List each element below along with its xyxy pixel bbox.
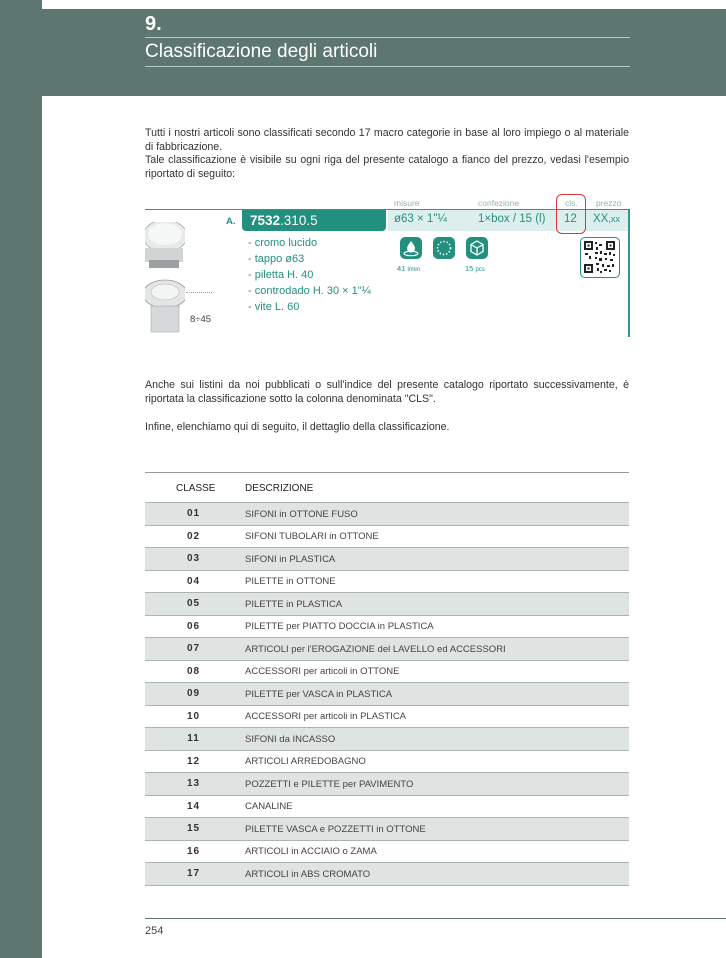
class-code: 05	[186, 598, 201, 609]
page-title: Classificazione degli articoli	[145, 41, 378, 62]
table-row	[145, 863, 629, 886]
prezzo-value	[593, 213, 620, 225]
table-row	[145, 571, 629, 594]
flow-label	[397, 264, 420, 273]
class-description: ACCESSORI per articoli in PLASTICA	[245, 711, 407, 722]
table-top-border	[145, 472, 629, 473]
class-description: ARTICOLI in ABS CROMATO	[245, 868, 371, 880]
prezzo-dec: ,xx	[608, 214, 620, 224]
class-description: ARTICOLI in ACCIAIO o ZAMA	[245, 846, 377, 857]
class-code: 06	[186, 620, 201, 632]
class-code: 13	[186, 778, 201, 789]
table-row	[145, 751, 629, 774]
product-code-main: 7532	[250, 213, 281, 228]
table-row	[145, 706, 629, 729]
class-description: ARTICOLI per l'EROGAZIONE del LAVELLO ed ACCESSORI	[245, 643, 506, 655]
product-code-rest: .310.5	[280, 213, 318, 228]
header-cls: cls.	[565, 198, 578, 208]
header-prezzo: prezzo	[596, 198, 622, 208]
intro-paragraph	[145, 127, 629, 181]
header-divider	[145, 66, 630, 67]
table-row	[145, 638, 629, 661]
table-row	[145, 503, 629, 526]
class-code: 11	[187, 733, 200, 744]
feature-item: - tappo ø63	[248, 253, 305, 265]
class-code: 09	[186, 688, 201, 699]
class-description: PILETTE in PLASTICA	[245, 598, 343, 610]
class-description: PILETTE per PIATTO DOCCIA in PLASTICA	[245, 621, 434, 632]
feature-item: - cromo lucido	[248, 237, 318, 249]
qr-code-icon[interactable]	[580, 237, 620, 278]
class-code: 15	[186, 823, 201, 834]
box-icon	[466, 237, 488, 259]
page-number: 254	[145, 925, 164, 937]
class-description: SIFONI in PLASTICA	[245, 553, 336, 565]
class-description: PILETTE per VASCA in PLASTICA	[245, 688, 393, 700]
notes-paragraph: Anche sui listini da noi pubblicati o sull'indice del presente catalogo riportato successivamente, è riportata la classificazione sotto la colonna denominata "CLS".	[145, 379, 629, 405]
table-row	[145, 841, 629, 864]
class-description: PILETTE in OTTONE	[245, 576, 336, 587]
class-code: 10	[186, 710, 201, 722]
table-row	[145, 548, 629, 571]
water-flow-icon	[400, 237, 422, 259]
cls-highlight-box	[556, 194, 586, 234]
prezzo-int: XX	[593, 213, 609, 225]
chapter-number: 9.	[145, 13, 162, 35]
product-code	[242, 210, 386, 231]
class-description: POZZETTI e PILETTE per PAVIMENTO	[245, 778, 414, 790]
pcs-label	[465, 264, 485, 273]
variant-letter: A.	[226, 216, 236, 227]
class-code: 12	[186, 755, 201, 767]
header-misure: misure	[394, 198, 420, 208]
notes-paragraph-2: Infine, elenchiamo qui di seguito, il dettaglio della classificazione.	[145, 421, 450, 433]
product-row-border	[628, 209, 630, 337]
measure-label: 8÷45	[190, 314, 212, 325]
class-code: 08	[186, 665, 201, 677]
confezione-value: 1×box / 15 (l)	[478, 213, 546, 225]
header-confezione: confezione	[478, 198, 520, 208]
class-code: 17	[186, 868, 201, 879]
class-description: SIFONI da INCASSO	[245, 733, 336, 745]
class-description: SIFONI TUBOLARI in OTTONE	[245, 531, 379, 542]
table-row	[145, 796, 629, 819]
table-row	[145, 818, 629, 841]
class-code: 03	[186, 553, 201, 564]
table-row	[145, 661, 629, 684]
pcs-value: 15	[465, 264, 474, 273]
class-description: CANALINE	[245, 801, 293, 812]
table-row	[145, 773, 629, 796]
class-code: 07	[186, 643, 201, 654]
class-description: ARTICOLI ARREDOBAGNO	[245, 756, 366, 767]
table-row	[145, 728, 629, 751]
left-sidebar-band	[0, 0, 42, 958]
table-row	[145, 616, 629, 639]
cls-value: 12	[564, 213, 577, 225]
class-code: 01	[186, 508, 201, 519]
class-code: 02	[186, 530, 201, 542]
feature-item: - controdado H. 30 × 1"¼	[248, 285, 371, 297]
flow-unit: l/min	[407, 267, 421, 273]
table-row	[145, 526, 629, 549]
column-header-classe: CLASSE	[176, 483, 216, 494]
class-description: PILETTE VASCA e POZZETTI in OTTONE	[245, 823, 426, 835]
class-code: 14	[186, 800, 201, 812]
product-image	[145, 222, 185, 337]
class-description: ACCESSORI per articoli in OTTONE	[245, 666, 400, 677]
table-row	[145, 683, 629, 706]
feature-item: - piletta H. 40	[248, 269, 314, 281]
class-description: SIFONI in OTTONE FUSO	[245, 508, 358, 520]
header-divider	[145, 37, 630, 38]
flow-value: 41	[397, 264, 406, 273]
measure-line	[186, 292, 212, 293]
class-code: 04	[186, 575, 201, 587]
feature-item: - vite L. 60	[248, 301, 300, 313]
misure-value: ø63 × 1"¼	[394, 213, 447, 225]
table-row	[145, 593, 629, 616]
footer-divider	[145, 918, 726, 919]
column-header-descrizione: DESCRIZIONE	[245, 483, 314, 494]
pcs-unit: pcs	[475, 267, 485, 273]
eu-stars-icon	[433, 237, 455, 259]
intro-text-2: Tale classificazione è visibile su ogni riga del presente catalogo a fianco del prezzo, vedasi l'esempio riportato di seguito:	[145, 154, 629, 180]
chapter-header	[42, 9, 726, 96]
intro-text-1: Tutti i nostri articoli sono classificati secondo 17 macro categorie in base al loro impiego o al materiale di fabbricazione.	[145, 127, 629, 153]
class-code: 16	[186, 845, 201, 857]
